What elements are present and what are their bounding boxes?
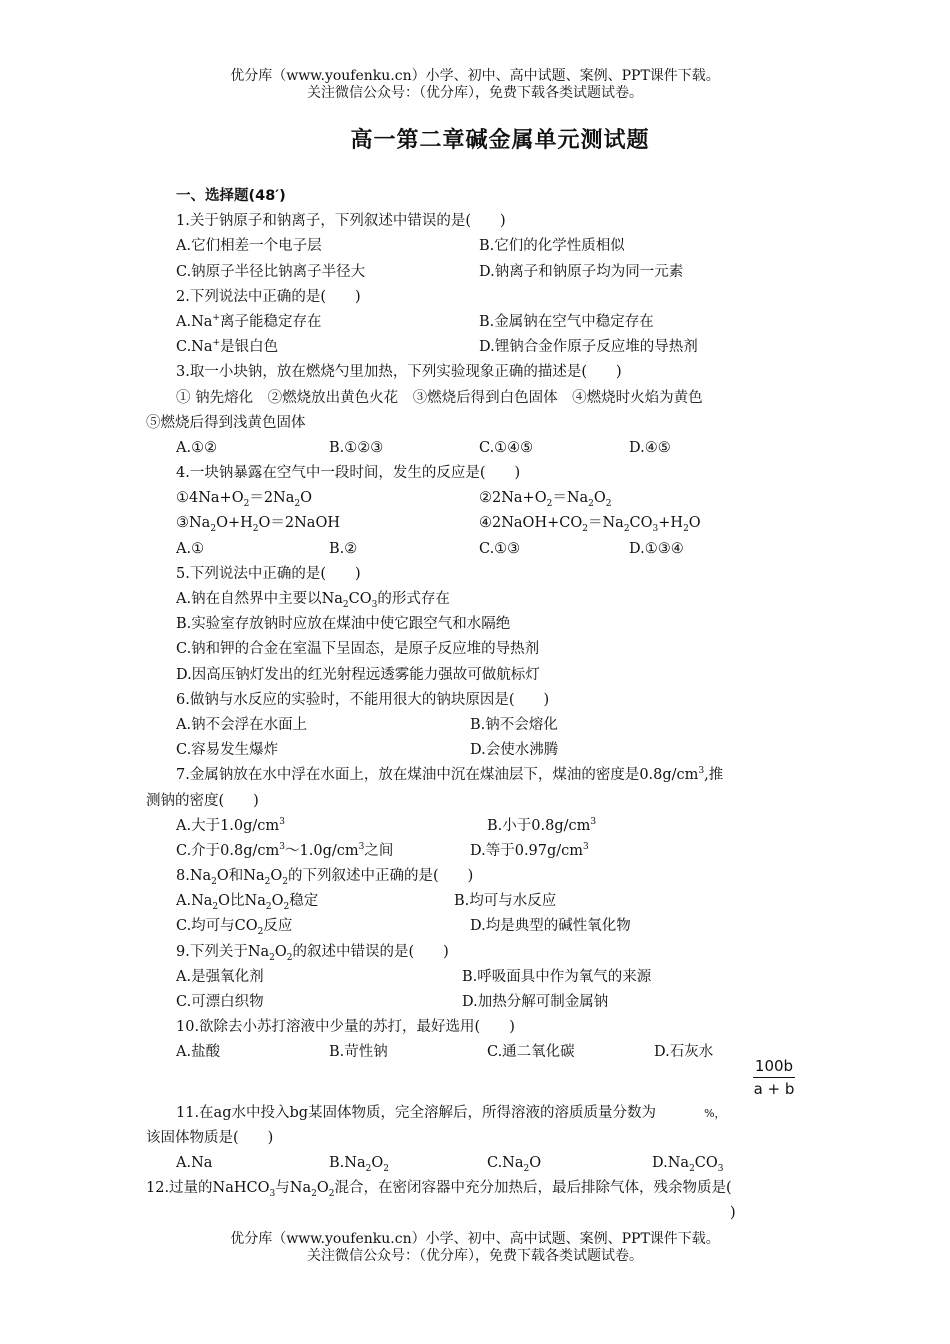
- option-d: D.会使水沸腾: [470, 742, 559, 759]
- question-11-stem: 11.在ag水中投入bg某固体物质，完全溶解后，所得溶液的溶质质量分数为 %， $\frac{100b}{a + b}$: [176, 1056, 795, 1121]
- option-c: C.容易发生爆炸: [176, 742, 279, 759]
- option-d: D.加热分解可制金属钠: [462, 994, 609, 1010]
- question-1-options-ab: [146, 234, 826, 259]
- question-7-options-cd: [146, 839, 826, 864]
- question-5-stem: 5.下列说法中正确的是( ): [176, 565, 361, 582]
- question-8-stem: $8.Na_2O$和$Na_2O_2$的下列叙述中正确的是( ): [176, 868, 474, 887]
- option-a: A.是强氧化剂: [176, 968, 264, 985]
- question-10-stem: 10.欲除去小苏打溶液中少量的苏打，最好选用( ): [176, 1019, 515, 1036]
- fraction: $\frac{100b}{a + b}$: [753, 1056, 795, 1098]
- option-b: B.①②③: [329, 439, 384, 456]
- option-d: D.均是典型的碱性氧化物: [470, 918, 631, 935]
- option-c: C.介于$0.8g/cm^3\sim 1.0g/cm^3$之间: [176, 842, 394, 859]
- question-4-equations-1: [146, 486, 826, 511]
- option-d: D.因高压钠灯发出的红光射程远透雾能力强故可做航标灯: [176, 666, 540, 683]
- question-10-options: [146, 1040, 826, 1065]
- question-12-close: ): [730, 1205, 736, 1222]
- option-a: A.Na: [176, 1154, 213, 1171]
- option-a: A.它们相差一个电子层: [176, 238, 322, 255]
- banner-line-1: 优分库（www.youfenku.cn）小学、初中、高中试题、案例、PPT课件下载。: [230, 1231, 720, 1247]
- option-c: C.可漂白织物: [176, 994, 264, 1010]
- option-b: B.苛性钠: [329, 1044, 388, 1061]
- question-4-options: [146, 537, 826, 562]
- option-d: D.等于$0.97g/cm^3$: [470, 842, 589, 859]
- question-2-stem: 2.下列说法中正确的是( ): [176, 288, 361, 305]
- option-d: D.钠离子和钠原子均为同一元素: [479, 263, 684, 280]
- option-c: C.通二氧化碳: [487, 1044, 575, 1061]
- question-9-options-ab: [146, 965, 826, 990]
- question-2-options-cd: [146, 335, 826, 360]
- question-8-options-ab: [146, 889, 826, 914]
- section-heading: 一、选择题(48′): [176, 188, 286, 204]
- question-3-options: [146, 436, 826, 461]
- question-6-options-ab: [146, 713, 826, 738]
- option-b: B.呼吸面具中作为氧气的来源: [462, 968, 652, 985]
- question-3-statements-cont: ⑤燃烧后得到浅黄色固体: [146, 414, 306, 431]
- option-c: C.①④⑤: [479, 439, 534, 456]
- option-d: D.锂钠合金作原子反应堆的导热剂: [479, 339, 698, 356]
- footer-banner: [0, 1231, 950, 1265]
- question-7-stem-cont: 测钠的密度( ): [146, 792, 259, 809]
- question-4-equations-2: [146, 511, 826, 536]
- question-list: [146, 184, 826, 1227]
- question-3-statements: ① 钠先熔化 ②燃烧放出黄色火花 ③燃烧后得到白色固体 ④燃烧时火焰为黄色: [176, 389, 703, 406]
- banner-line-2: 关注微信公众号：（优分库），免费下载各类试题试卷。: [307, 1248, 643, 1264]
- option-b: B.②: [329, 540, 358, 557]
- option-a: $A.Na_2O$比$Na_2O_2$稳定: [176, 893, 319, 913]
- question-9-options-cd: [146, 990, 826, 1015]
- equation-4: $④2NaOH+CO_2=Na_2CO_3+H_2O$: [479, 515, 701, 535]
- option-d: D.石灰水: [654, 1044, 714, 1061]
- option-c: $C.Na_2O$: [487, 1154, 542, 1174]
- option-c: C.钠和钾的合金在室温下呈固态，是原子反应堆的导热剂: [176, 641, 540, 658]
- option-c: C.①③: [479, 540, 521, 557]
- equation-2: $②2Na+O_2=Na_2O_2$: [479, 490, 612, 510]
- page-title: 高一第二章碱金属单元测试题: [350, 128, 650, 153]
- option-a: A.大于$1.0g/cm^3$: [176, 816, 285, 834]
- question-11-stem-cont: 该固体物质是( ): [146, 1129, 274, 1146]
- question-7-stem: 7.金属钠放在水中浮在水面上，放在煤油中沉在煤油层下，煤油的密度是$0.8g/cm^3$,推: [176, 766, 724, 784]
- option-d: $D.Na_2CO_3$: [652, 1154, 724, 1174]
- header-banner: [0, 68, 950, 102]
- option-b: B.小于$0.8g/cm^3$: [487, 816, 597, 834]
- option-a: A.钠在自然界中主要以$Na_2CO_3$的形式存在: [176, 591, 450, 610]
- banner-line-2: 关注微信公众号：（优分库），免费下载各类试题试卷。: [307, 85, 643, 101]
- question-1-stem: 1.关于钠原子和钠离子，下列叙述中错误的是( ): [176, 213, 506, 230]
- option-c: C.Na+是银白色: [176, 338, 279, 356]
- option-b: B.它们的化学性质相似: [479, 238, 625, 255]
- option-a: A.Na+离子能稳定存在: [176, 313, 322, 330]
- option-b: B.金属钠在空气中稳定存在: [479, 313, 654, 330]
- question-2-options-ab: [146, 310, 826, 335]
- option-a: A.钠不会浮在水面上: [176, 716, 308, 733]
- equation-3: $③Na_2O+H_2O=2NaOH$: [176, 515, 340, 535]
- option-d: D.④⑤: [629, 439, 671, 456]
- question-11-options: [146, 1151, 826, 1176]
- question-12-stem: 12.过量的NaHCO$_3$与$Na_2O_2$混合，在密闭容器中充分加热后，最后排除气体，残余物质是(: [146, 1180, 732, 1200]
- question-6-stem: 6.做钠与水反应的实验时，不能用很大的钠块原因是( ): [176, 691, 550, 708]
- option-b: $B.Na_2O_2$: [329, 1154, 389, 1174]
- option-d: D.①③④: [629, 540, 684, 557]
- question-7-options-ab: [146, 814, 826, 839]
- question-3-stem: 3.取一小块钠，放在燃烧勺里加热，下列实验现象正确的描述是( ): [176, 364, 622, 381]
- question-9-stem: 9.下列关于$Na_2O_2$的叙述中错误的是( ): [176, 943, 449, 963]
- option-a: A.①②: [176, 439, 218, 456]
- banner-line-1: 优分库（www.youfenku.cn）小学、初中、高中试题、案例、PPT课件下载。: [230, 68, 720, 84]
- option-a: A.盐酸: [176, 1044, 221, 1061]
- option-b: B.实验室存放钠时应放在煤油中使它跟空气和水隔绝: [176, 616, 511, 633]
- option-b: B.均可与水反应: [454, 893, 557, 910]
- equation-1: $①4Na+O_2=2Na_2O$: [176, 490, 313, 510]
- question-1-options-cd: [146, 260, 826, 285]
- option-c: C.均可与$CO_2$反应: [176, 918, 293, 938]
- option-b: B.钠不会熔化: [470, 716, 558, 733]
- question-6-options-cd: [146, 738, 826, 763]
- question-4-stem: 4.一块钠暴露在空气中一段时间，发生的反应是( ): [176, 465, 521, 482]
- option-a: A.①: [176, 540, 205, 557]
- option-c: C.钠原子半径比钠离子半径大: [176, 263, 366, 280]
- question-8-options-cd: [146, 914, 826, 939]
